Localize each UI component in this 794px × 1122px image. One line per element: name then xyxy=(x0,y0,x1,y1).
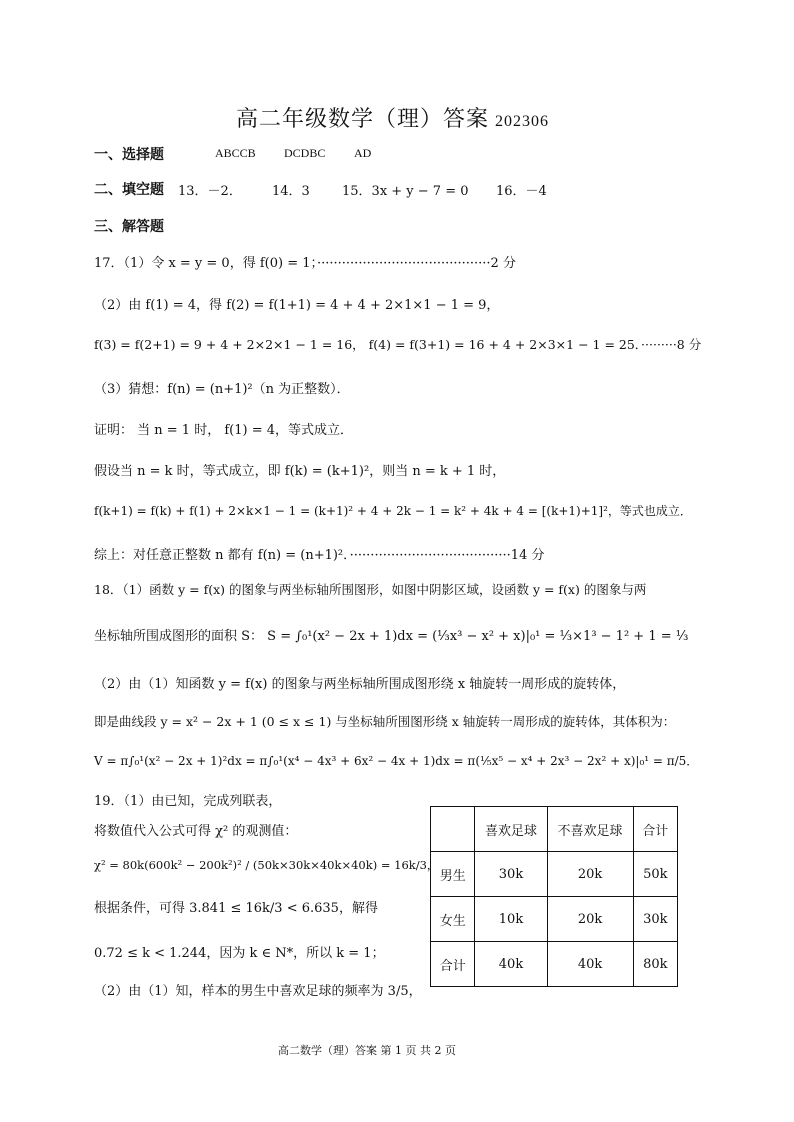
table-cell: 50k xyxy=(633,852,677,897)
q19-line-1: 19．（1）由已知，完成列联表， xyxy=(94,794,282,809)
q19-line-5: 0.72 ≤ k < 1.244，因为 k ∈ N*，所以 k = 1； xyxy=(94,946,385,961)
mc-answer-3: AD xyxy=(354,146,372,160)
table-header-cell: 合计 xyxy=(633,807,677,852)
q18-line-4: 即是曲线段 y = x² − 2x + 1 (0 ≤ x ≤ 1) 与坐标轴所围图形绕 x 轴旋转一周形成的旋转体，其体积为： xyxy=(94,714,676,729)
table-header-cell xyxy=(431,807,475,852)
table-cell: 合计 xyxy=(431,942,475,987)
page-title xyxy=(236,102,549,133)
table-cell: 80k xyxy=(633,942,677,987)
q17-line-7: f(k+1) = f(k) + f(1) + 2×k×1 − 1 = (k+1)² + 4 + 2k − 1 = k² + 4k + 4 = [(k+1)+1]²，等式也成立． xyxy=(94,504,692,518)
mc-answer-2: DCDBC xyxy=(284,146,326,160)
fill-answer-13: 13．－2． xyxy=(178,184,242,199)
q19-line-2: 将数值代入公式可得 χ² 的观测值： xyxy=(94,824,298,839)
table-row xyxy=(431,852,678,897)
table-cell: 40k xyxy=(547,942,633,987)
q17-line-2: （2）由 f(1) = 4，得 f(2) = f(1+1) = 4 + 4 + 2×1×1 − 1 = 9， xyxy=(94,298,500,313)
table-cell: 女生 xyxy=(431,897,475,942)
table-cell: 40k xyxy=(475,942,547,987)
table-cell: 男生 xyxy=(431,852,475,897)
q17-line-6: 假设当 n = k 时，等式成立，即 f(k) = (k+1)²，则当 n = k + 1 时， xyxy=(94,464,506,479)
section3-label: 三、解答题 xyxy=(94,219,164,235)
q19-line-4: 根据条件，可得 3.841 ≤ 16k/3 < 6.635，解得 xyxy=(94,901,378,916)
q19-line-6: （2）由（1）知，样本的男生中喜欢足球的频率为 3/5， xyxy=(94,984,422,999)
table-cell: 20k xyxy=(547,897,633,942)
q18-line-1: 18．（1）函数 y = f(x) 的图象与两坐标轴所围图形，如图中阴影区域，设函数 y = f(x) 的图象与两 xyxy=(94,582,647,597)
q18-line-3: （2）由（1）知函数 y = f(x) 的图象与两坐标轴所围成图形绕 x 轴旋转一周形成的旋转体， xyxy=(94,677,626,692)
section1-label: 一、选择题 xyxy=(94,147,164,163)
table-header-cell: 喜欢足球 xyxy=(475,807,547,852)
table-row xyxy=(431,897,678,942)
table-cell: 30k xyxy=(475,852,547,897)
q18-line-5: V = π∫₀¹(x² − 2x + 1)²dx = π∫₀¹(x⁴ − 4x³ + 6x² − 4x + 1)dx = π(⅕x⁵ − x⁴ + 2x³ − 2x² + x)|₀¹ = π/5． xyxy=(94,754,699,768)
table-row xyxy=(431,942,678,987)
section2-label: 二、填空题 xyxy=(94,182,164,198)
fill-answer-14: 14．3 xyxy=(272,184,310,199)
q17-line-1: 17．（1）令 x = y = 0，得 f(0) = 1；··········································2 分 xyxy=(94,256,516,271)
q19-line-3: χ² = 80k(600k² − 200k²)² / (50k×30k×40k×40k) = 16k/3， xyxy=(94,858,439,872)
fill-answer-16: 16．－4 xyxy=(496,184,547,199)
table-cell: 10k xyxy=(475,897,547,942)
contingency-table xyxy=(430,806,678,987)
title-text: 高二年级数学（理）答案 xyxy=(236,107,490,132)
table-header-cell: 不喜欢足球 xyxy=(547,807,633,852)
q18-line-2: 坐标轴所围成图形的面积 S： S = ∫₀¹(x² − 2x + 1)dx = (⅓x³ − x² + x)|₀¹ = ⅓×1³ − 1² + 1 = ⅓ xyxy=(94,629,689,644)
q17-line-4: （3）猜想：f(n) = (n+1)²（n 为正整数）． xyxy=(94,382,350,397)
q17-line-5: 证明： 当 n = 1 时， f(1) = 4，等式成立． xyxy=(94,423,353,438)
table-cell: 20k xyxy=(547,852,633,897)
title-code: 202306 xyxy=(495,113,550,130)
fill-answer-15: 15．3x + y − 7 = 0 xyxy=(342,184,469,199)
table-cell: 30k xyxy=(633,897,677,942)
table-header-row xyxy=(431,807,678,852)
mc-answer-1: ABCCB xyxy=(215,146,256,160)
q17-line-3: f(3) = f(2+1) = 9 + 4 + 2×2×1 − 1 = 16， f(4) = f(3+1) = 16 + 4 + 2×3×1 − 1 = 25．·········8 分 xyxy=(94,337,702,352)
page-footer: 高二数学（理）答案 第 1 页 共 2 页 xyxy=(278,1044,456,1057)
q17-line-8: 综上：对任意正整数 n 都有 f(n) = (n+1)²．·······································14 分 xyxy=(94,548,545,563)
